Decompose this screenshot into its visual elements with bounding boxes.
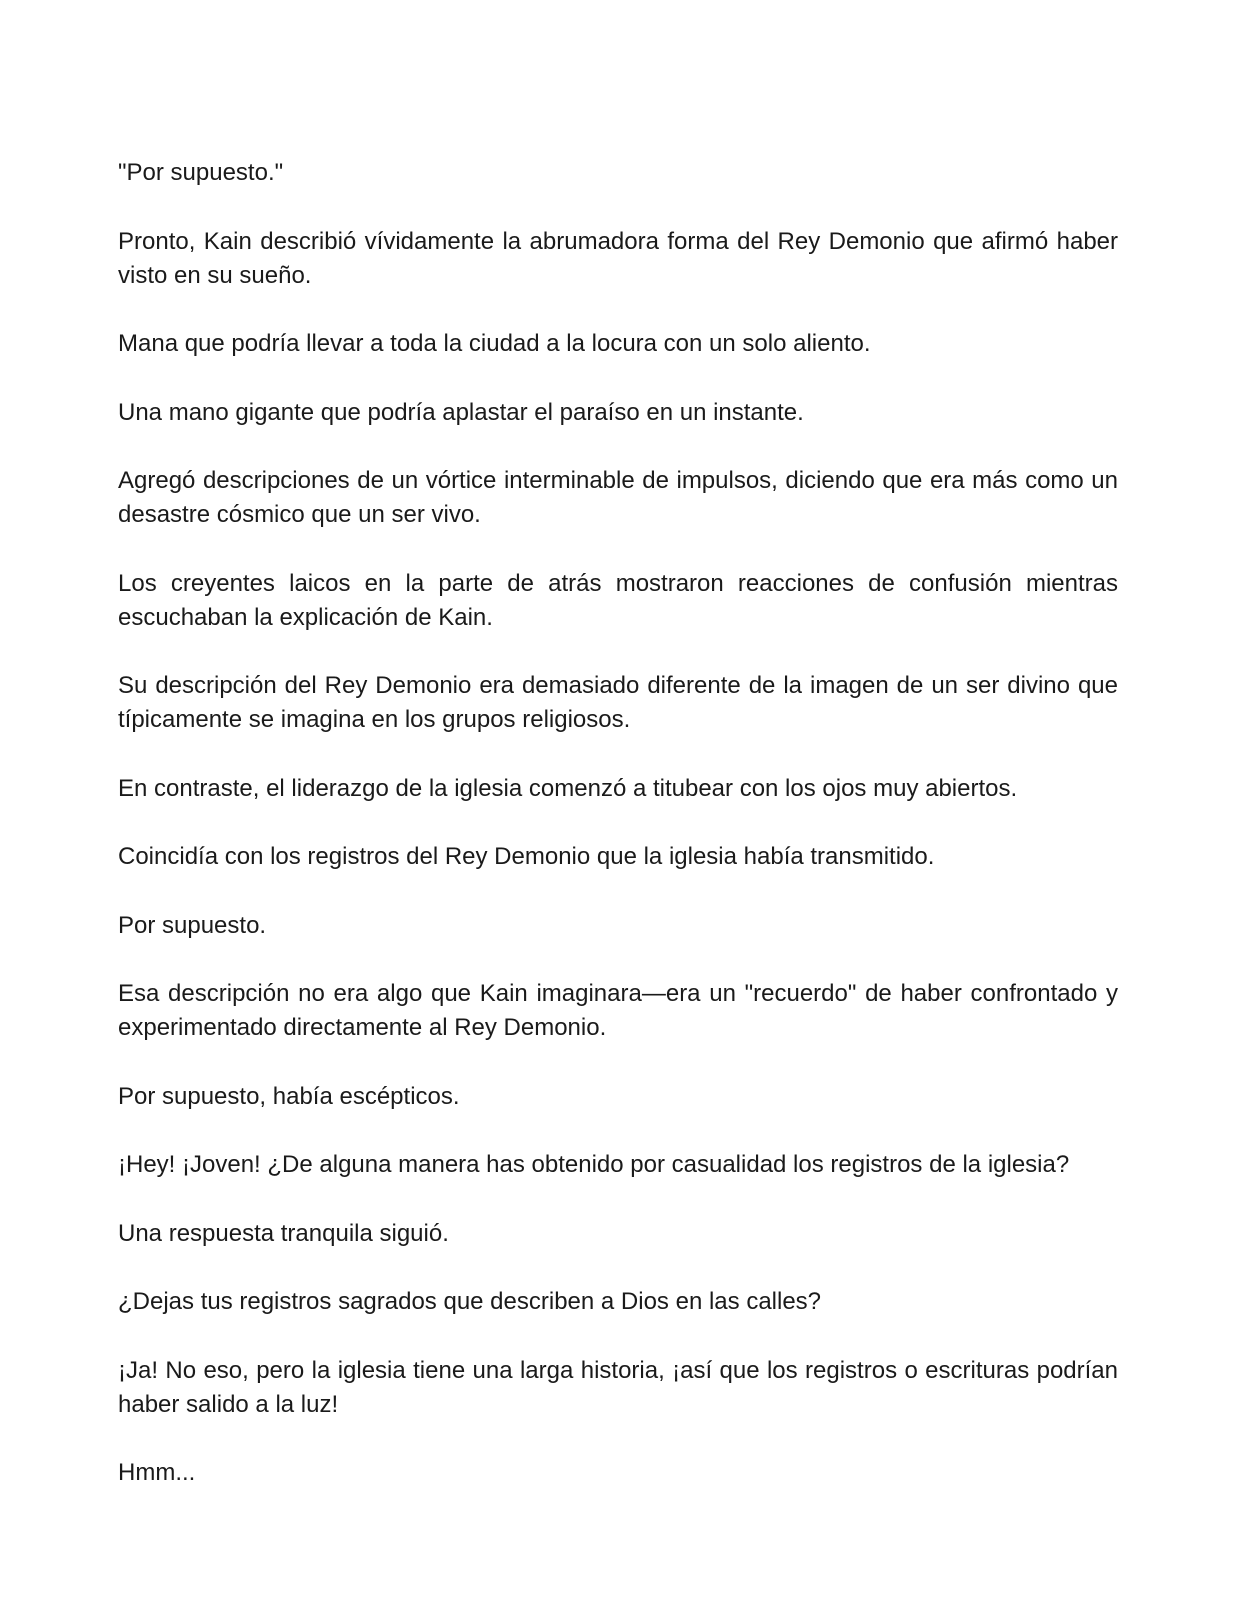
paragraph: Por supuesto. (118, 911, 267, 939)
paragraph: ¿Dejas tus registros sagrados que describen a Dios en las calles? (118, 1288, 822, 1315)
paragraph: ¡Hey! ¡Joven! ¿De alguna manera has obtenido por casualidad los registros de la iglesia? (118, 1151, 1070, 1178)
paragraph: En contraste, el liderazgo de la iglesia comenzó a titubear con los ojos muy abiertos. (118, 774, 1018, 802)
paragraph: Pronto, Kain describió vívidamente la abrumadora forma del Rey Demonio que afirmó haber visto en su sueño. (118, 227, 1118, 289)
paragraph: Mana que podría llevar a toda la ciudad a la locura con un solo aliento. (118, 330, 871, 357)
paragraph: Los creyentes laicos en la parte de atrás mostraron reacciones de confusión mientras escuchaban la explicación de Kain. (118, 569, 1118, 631)
paragraph: "Por supuesto." (118, 159, 284, 186)
paragraph: ¡Ja! No eso, pero la iglesia tiene una larga historia, ¡así que los registros o escrituras podrían haber salido a la luz! (118, 1356, 1118, 1418)
document-body (118, 156, 1118, 1490)
paragraph: Coincidía con los registros del Rey Demonio que la iglesia había transmitido. (118, 843, 935, 870)
paragraph: Una respuesta tranquila siguió. (118, 1219, 449, 1247)
paragraph: Por supuesto, había escépticos. (118, 1082, 460, 1110)
paragraph: Agregó descripciones de un vórtice interminable de impulsos, diciendo que era más como un desastre cósmico que un ser vivo. (118, 467, 1118, 528)
paragraph: Hmm... (118, 1459, 196, 1486)
paragraph: Su descripción del Rey Demonio era demasiado diferente de la imagen de un ser divino que típicamente se imagina en los grupos religiosos. (118, 672, 1118, 733)
paragraph: Esa descripción no era algo que Kain imaginara—era un "recuerdo" de haber confrontado y experimentado directamente al Rey Demonio. (118, 980, 1118, 1041)
paragraph: Una mano gigante que podría aplastar el paraíso en un instante. (118, 398, 804, 426)
